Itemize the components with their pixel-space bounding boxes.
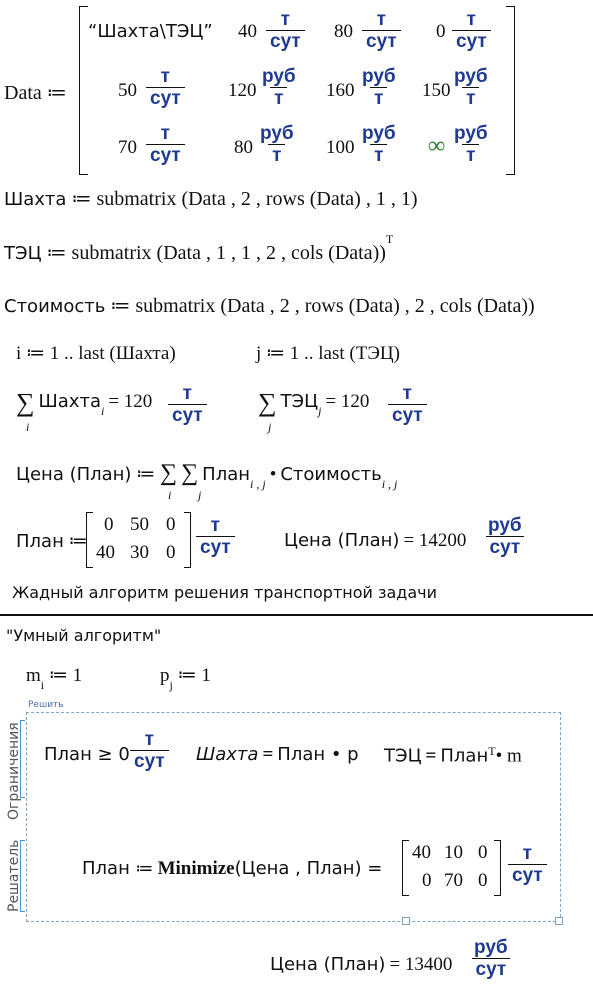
cost-term: Стоимость (280, 464, 382, 485)
resize-handle[interactable] (402, 917, 410, 925)
unit-t-per-sut: т сут (452, 10, 491, 51)
unit-rub-per-t: руб т (454, 66, 488, 109)
matrix-bracket-left (402, 840, 409, 896)
unit-rub-per-t: руб т (362, 66, 396, 109)
matrix-cell: 40 (238, 21, 257, 42)
minimize-fn: Minimize (157, 858, 235, 879)
matrix-cell: 120 (228, 80, 257, 101)
unit-t-per-sut: т сут (266, 10, 305, 51)
sigma-icon: ∑ (258, 388, 277, 417)
matrix-bracket-left (86, 512, 93, 568)
matrix-cell: 40 (96, 542, 115, 563)
tec-expr: submatrix (Data , 1 , 1 , 2 , cols (Data)) (71, 242, 386, 264)
sigma-icon: ∑ (16, 388, 35, 417)
matrix-cell: 30 (130, 542, 149, 563)
sum-index: i (26, 420, 30, 434)
shakhta-expr: submatrix (Data , 2 , rows (Data) , 1 , 1) (96, 188, 418, 210)
matrix-cell: 50 (130, 514, 149, 535)
matrix-cell: 80 (334, 21, 353, 42)
unit-t-per-sut: т сут (196, 516, 235, 557)
unit-t-per-sut: т сут (168, 384, 207, 425)
matrix-cell: 160 (326, 80, 355, 101)
matrix-cell: 80 (234, 137, 253, 158)
matrix-bracket-right (184, 512, 191, 568)
plan-term: План (202, 464, 251, 485)
matrix-bracket-left (79, 6, 88, 175)
cost-expr: submatrix (Data , 2 , rows (Data) , 2 , cols (Data)) (135, 295, 535, 317)
caption-greedy: Жадный алгоритм решения транспортной задачи (12, 583, 438, 602)
constraint-shakhta: Шахта = План • p (196, 744, 359, 765)
sum-index: j (268, 420, 272, 434)
sum-tec: ∑ $ТЭЦ_j = 120$ (258, 388, 370, 418)
matrix-cell: 70 (444, 870, 463, 891)
sum-index: j (198, 488, 202, 502)
transpose-sup: T (385, 232, 394, 247)
range-i: i ≔ 1 .. last (Шахта) (16, 343, 176, 364)
unit-rub-per-sut: руб сут (484, 516, 526, 557)
divider (0, 614, 593, 616)
unit-rub-per-sut: руб сут (470, 938, 512, 979)
minimize-expression: План ≔ Minimize(Цена , План) = (82, 858, 383, 879)
sum-shakhta: ∑ Шахта$_i$ = 120 (16, 388, 153, 418)
assign-op: ≔ (46, 82, 67, 104)
matrix-cell: 40 (412, 842, 431, 863)
range-i-expr: 1 .. last (Шахта) (49, 343, 176, 364)
matrix-cell-header: “Шахта\ТЭЦ” (88, 21, 213, 42)
price-fn-name: Цена (План) (270, 954, 386, 975)
unit-t-per-sut: т сут (362, 10, 401, 51)
shakhta-name: Шахта (4, 189, 67, 210)
matrix-cell: 100 (326, 137, 355, 158)
data-name: Data (4, 82, 42, 104)
sum-tec-value: = 120 (325, 391, 370, 412)
data-assign-label (4, 80, 67, 105)
range-i-var: i (16, 343, 22, 364)
unit-rub-per-t: руб т (454, 123, 488, 166)
unit-t-per-sut: т сут (388, 384, 427, 425)
solver-label: Решатель (6, 839, 22, 912)
matrix-cell: 0 (422, 870, 432, 891)
matrix-bracket-right (494, 840, 501, 896)
price-greedy-value: = 14200 (403, 530, 467, 551)
tec-name: ТЭЦ (4, 243, 42, 264)
unit-rub-per-t: руб т (260, 123, 294, 166)
matrix-cell: 0 (436, 21, 446, 42)
plan-name: План (16, 531, 64, 552)
price-final (270, 954, 452, 976)
sigma-icon: ∑ (159, 460, 178, 486)
matrix-cell: 70 (118, 137, 137, 158)
resize-handle[interactable] (555, 917, 563, 925)
solver-marker (20, 840, 25, 912)
matrix-cell: 150 (422, 80, 451, 101)
cost-definition: Стоимость ≔ submatrix (Data , 2 , rows (Data) , 2 , cols (Data)) (4, 295, 535, 317)
price-fn-name: Цена (План) (284, 530, 400, 551)
sum-index: i (168, 488, 172, 502)
range-j-expr: 1 .. last (ТЭЦ) (289, 343, 400, 364)
constraints-label: Ограничения (6, 722, 22, 820)
range-j: j ≔ 1 .. last (ТЭЦ) (256, 343, 400, 364)
sum-tec-name: ТЭЦ (280, 391, 319, 412)
matrix-cell: 0 (478, 870, 488, 891)
unit-rub-per-t: руб т (362, 123, 396, 166)
sum-shakhta-name: Шахта (38, 391, 101, 412)
matrix-cell: 50 (118, 80, 137, 101)
unit-t-per-sut: т сут (508, 844, 547, 885)
price-greedy (284, 530, 466, 552)
price-fn-name: Цена (План) (16, 464, 132, 485)
init-m: $m_i$ ≔ 1 (26, 665, 83, 692)
matrix-bracket-right (506, 6, 515, 175)
price-final-value: = 13400 (389, 954, 453, 975)
unit-t-per-sut: т сут (146, 67, 185, 108)
infinity-symbol: ∞ (428, 133, 446, 159)
caption-smart: "Умный алгоритм" (6, 626, 162, 645)
unit-rub-per-t: руб т (262, 66, 296, 109)
unit-t-per-sut: т сут (146, 124, 185, 165)
tec-definition: ТЭЦ ≔ submatrix (Data , 1 , 1 , 2 , cols (Data))$^T$ (4, 232, 394, 264)
plan-greedy-lhs: План ≔ (16, 531, 88, 552)
price-function: Цена (План) ≔ ∑ ∑ План$_{i , j}$ • Стоимость$_{i , j}$ (16, 460, 398, 491)
matrix-cell: 0 (104, 514, 114, 535)
dot-op: • (269, 464, 277, 485)
constraints-marker (20, 720, 25, 798)
shakhta-definition: Шахта ≔ submatrix (Data , 2 , rows (Data) , 1 , 1) (4, 188, 418, 210)
matrix-cell: 10 (444, 842, 463, 863)
matrix-cell: 0 (166, 542, 176, 563)
sigma-icon: ∑ (181, 460, 199, 486)
init-p: $p_j$ ≔ 1 (160, 665, 211, 692)
solve-label[interactable]: Решить (28, 700, 64, 710)
matrix-cell: 0 (478, 842, 488, 863)
range-j-var: j (256, 343, 262, 364)
cost-name: Стоимость (4, 296, 106, 317)
unit-t-per-sut: т сут (130, 730, 169, 771)
sum-shakhta-value: = 120 (108, 391, 153, 412)
constraint-nonneg: План ≥ 0 (44, 744, 130, 765)
matrix-cell: 0 (166, 514, 176, 535)
constraint-tec: ТЭЦ = План$^T$• m (384, 744, 522, 767)
